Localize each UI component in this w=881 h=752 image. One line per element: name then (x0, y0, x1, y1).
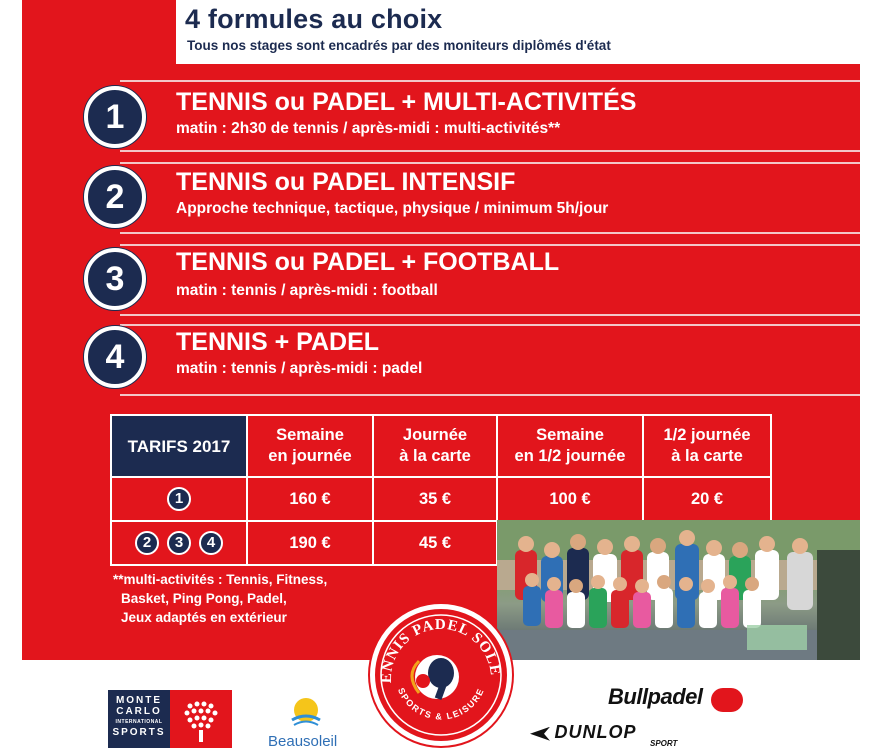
monte-carlo-racket-icon (170, 690, 232, 748)
bullpadel-logo (608, 684, 776, 716)
tarifs-row2-formulas (111, 521, 247, 565)
beausoleil-text: Beausoleil (268, 733, 338, 750)
dunlop-arrow-icon (530, 727, 550, 741)
tarifs-row1-formulas (111, 477, 247, 521)
seal-bottom-text: SPORTS & LEISURE (395, 686, 487, 722)
tarifs-col4-header: 1/2 journée à la carte (643, 415, 771, 477)
formula-title-2: TENNIS ou PADEL INTENSIF (176, 168, 516, 196)
header-red-block (22, 0, 176, 64)
bullpadel-mark-icon (711, 688, 743, 712)
footnote-line: Jeux adaptés en extérieur (121, 610, 287, 625)
tarifs-col1-header: Semaine en journée (247, 415, 373, 477)
tarifs-row2-col1: 190 € (247, 521, 373, 565)
formula-badge-icon: 1 (167, 487, 191, 511)
footnote (113, 570, 327, 627)
formula-number-3-icon: 3 (84, 248, 146, 310)
formula-badge-icon: 4 (199, 531, 223, 555)
tarifs-col2-header: Journée à la carte (373, 415, 497, 477)
footnote-line: Basket, Ping Pong, Padel, (121, 591, 287, 606)
seal-logo-icon (375, 609, 507, 741)
tarifs-row-1 (111, 477, 771, 521)
formula-desc-2: Approche technique, tactique, physique / minimum 5h/jour (176, 200, 609, 217)
formula-badge-icon: 2 (135, 531, 159, 555)
tarifs-row1-col4: 20 € (643, 477, 771, 521)
formula-desc-1: matin : 2h30 de tennis / après-midi : multi-activités** (176, 120, 561, 137)
page-title: 4 formules au choix (185, 4, 443, 34)
formula-number-4-icon: 4 (84, 326, 146, 388)
formula-title-1: TENNIS ou PADEL + MULTI-ACTIVITÉS (176, 88, 637, 116)
tarifs-row1-col3: 100 € (497, 477, 643, 521)
tarifs-col3-header: Semaine en 1/2 journée (497, 415, 643, 477)
page-subtitle: Tous nos stages sont encadrés par des moniteurs diplômés d'état (187, 38, 611, 53)
dunlop-logo (530, 722, 690, 752)
tarifs-header-row (111, 415, 771, 477)
tarifs-row1-col1: 160 € (247, 477, 373, 521)
tarifs-row1-col2: 35 € (373, 477, 497, 521)
monte-carlo-logo: MONTE CARLO INTERNATIONAL SPORTS (108, 690, 170, 748)
group-photo-illustration (497, 520, 860, 660)
dunlop-sub-text: SPORT (650, 739, 678, 748)
formula-desc-4: matin : tennis / après-midi : padel (176, 360, 423, 377)
tarifs-row2-col2: 45 € (373, 521, 497, 565)
dunlop-text: DUNLOP (554, 722, 637, 742)
formula-title-3: TENNIS ou PADEL + FOOTBALL (176, 248, 560, 276)
bullpadel-text: Bullpadel (608, 684, 703, 709)
formula-number-2-icon: 2 (84, 166, 146, 228)
beausoleil-logo (268, 688, 358, 750)
formula-desc-3: matin : tennis / après-midi : football (176, 282, 438, 299)
tennis-padel-soleil-seal (370, 604, 512, 746)
formula-badge-icon: 3 (167, 531, 191, 555)
seal-top-text: ENNIS PADEL SOLE (378, 616, 504, 684)
tarifs-label: TARIFS 2017 (111, 415, 247, 477)
formula-number-1-icon: 1 (84, 86, 146, 148)
group-photo (497, 520, 860, 660)
beausoleil-sun-icon (268, 688, 358, 732)
formula-title-4: TENNIS + PADEL (176, 328, 380, 356)
footnote-line: **multi-activités : Tennis, Fitness, (113, 572, 328, 587)
